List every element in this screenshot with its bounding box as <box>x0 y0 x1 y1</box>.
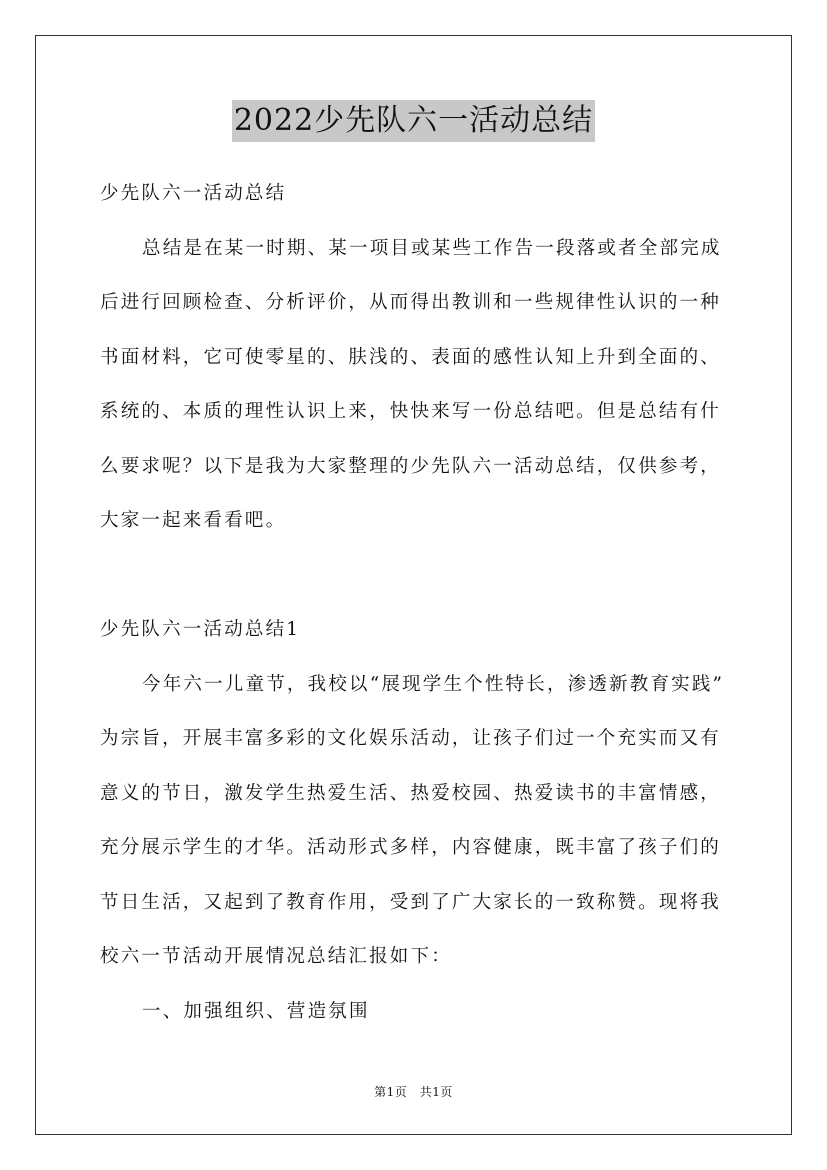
document-title: 2022少先队六一活动总结 <box>232 100 595 142</box>
paragraph-line: 校六一节活动开展情况总结汇报如下： <box>100 946 452 967</box>
section-heading: 少先队六一活动总结 <box>100 183 287 204</box>
section-heading: 少先队六一活动总结1 <box>100 619 301 640</box>
paragraph-line: 书面材料，它可使零星的、肤浅的、表面的感性认知上升到全面的、 <box>100 346 722 368</box>
title-container <box>0 100 827 142</box>
paragraph-line: 后进行回顾检查、分析评价，从而得出教训和一些规律性认识的一种 <box>100 292 722 313</box>
paragraph-line: 为宗旨，开展丰富多彩的文化娱乐活动，让孩子们过一个充实而又有 <box>100 728 722 749</box>
paragraph-line: 节日生活，又起到了教育作用，受到了广大家长的一致称赞。现将我 <box>100 891 722 913</box>
blank-line <box>100 554 740 609</box>
paragraph-line: 意义的节日，激发学生热爱生活、热爱校园、热爱读书的丰富情感， <box>100 782 722 804</box>
paragraph-line: 么要求呢？以下是我为大家整理的少先队六一活动总结，仅供参考， <box>100 455 722 477</box>
page-footer: 第1页 共1页 <box>374 1085 453 1099</box>
document-body <box>100 172 740 1044</box>
paragraph-line: 大家一起来看看吧。 <box>100 510 287 531</box>
paragraph-line: 系统的、本质的理性认识上来，快快来写一份总结吧。但是总结有什 <box>100 401 722 422</box>
paragraph-line: 充分展示学生的才华。活动形式多样，内容健康，既丰富了孩子们的 <box>100 837 722 858</box>
subheading: 一、加强组织、营造氛围 <box>142 1000 370 1022</box>
paragraph-line: 总结是在某一时期、某一项目或某些工作告一段落或者全部完成 <box>142 237 722 259</box>
paragraph-line: 今年六一儿童节，我校以“展现学生个性特长，渗透新教育实践” <box>142 673 725 695</box>
